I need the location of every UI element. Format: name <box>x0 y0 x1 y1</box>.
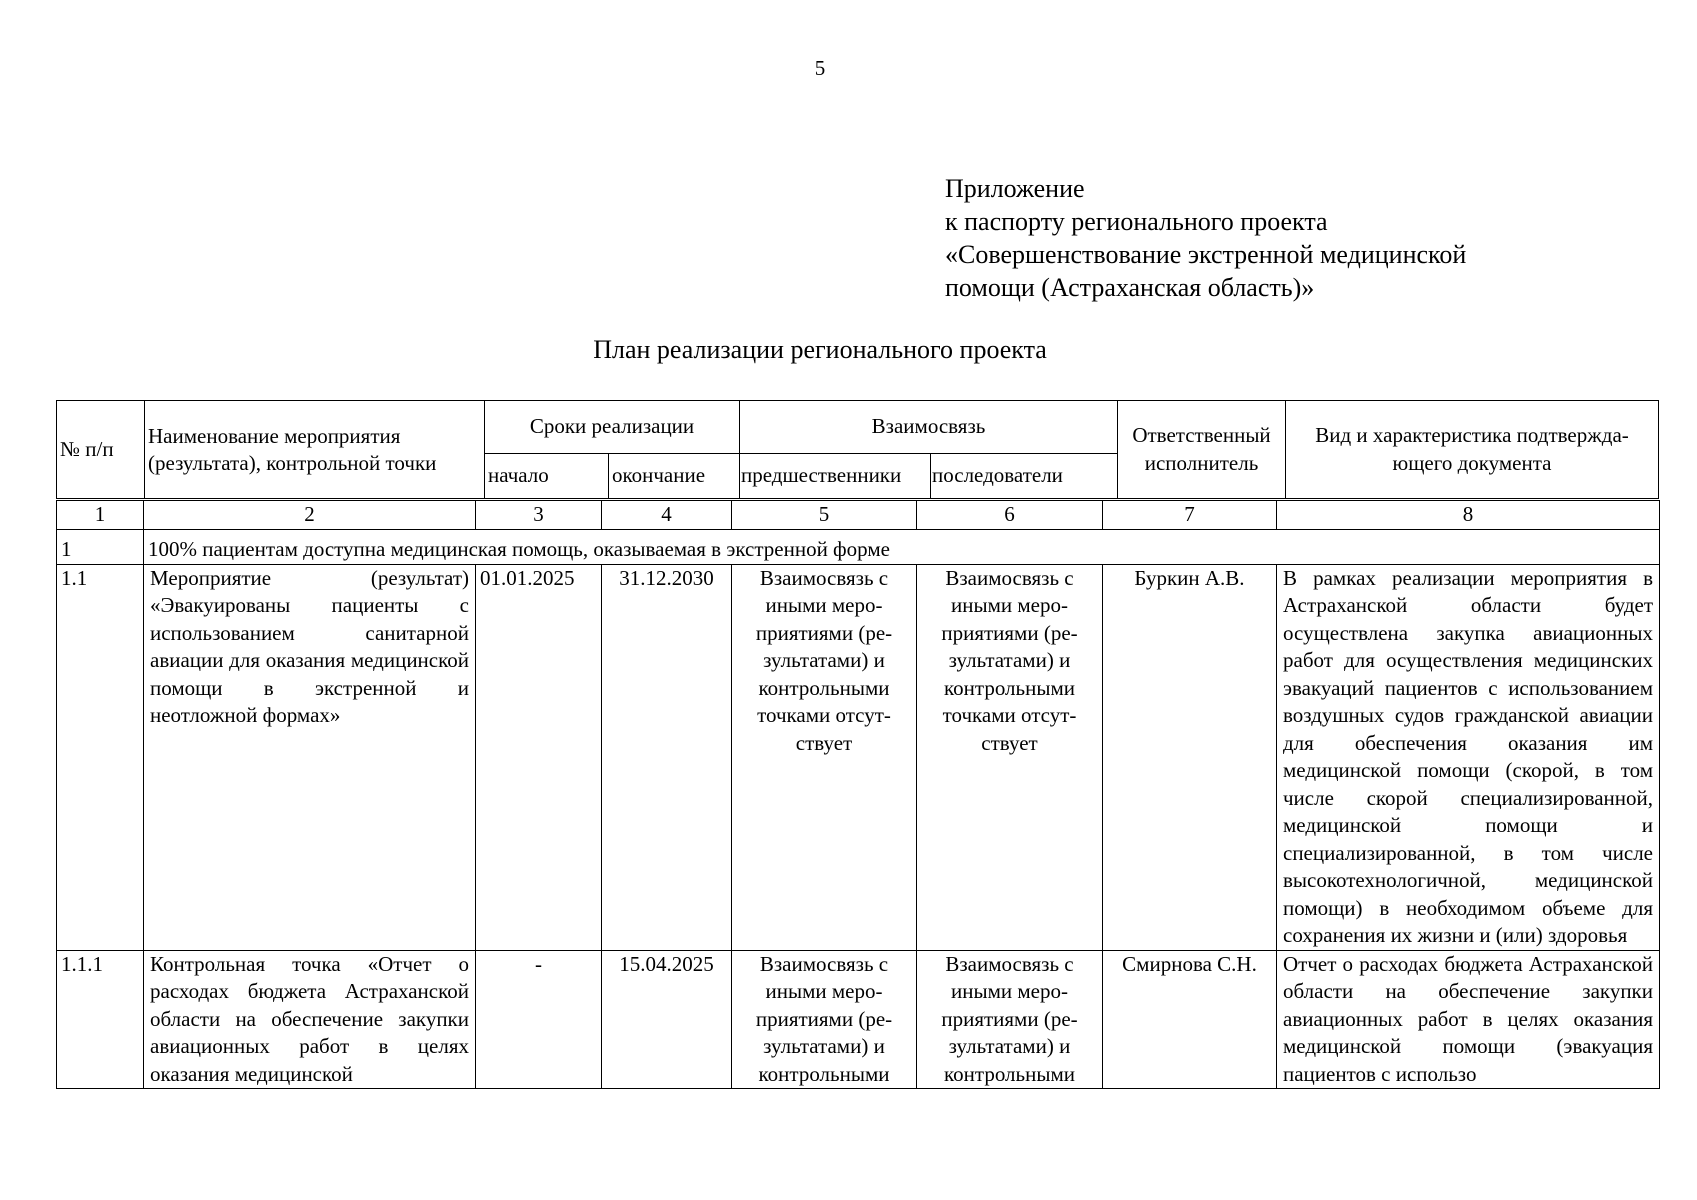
page-number: 5 <box>814 56 826 80</box>
header-document: Вид и характеристика подтверждающего документа <box>1286 401 1659 499</box>
row-predecessors-text: Взаимосвязь с иными мероприятиями (результатами) и контрольными <box>755 951 893 1086</box>
appendix-line-2: к паспорту регионального проекта <box>945 207 1328 236</box>
column-number: 2 <box>144 501 476 530</box>
row-num-text: 1.1.1 <box>61 951 103 976</box>
header-relation: Взаимосвязь <box>740 401 1118 454</box>
column-numbers-row <box>57 501 1660 530</box>
header-num: № п/п <box>57 401 145 499</box>
column-number: 6 <box>917 501 1103 530</box>
header-terms: Сроки реализации <box>485 401 740 454</box>
row-num: 1.1 <box>57 564 144 950</box>
row-start-text: - <box>535 951 542 976</box>
table-row <box>57 950 1660 1088</box>
row-start: 01.01.2025 <box>476 564 602 950</box>
row-start <box>476 950 602 1088</box>
column-number: 3 <box>476 501 602 530</box>
row-responsible: Буркин А.В. <box>1103 564 1277 950</box>
header-predecessors: предшественники <box>740 454 931 499</box>
header-responsible: Ответственный исполнитель <box>1118 401 1286 499</box>
document-title: План реализации регионального проекта <box>593 335 1047 364</box>
plan-table-body <box>56 500 1660 1089</box>
row-document <box>1277 950 1660 1088</box>
column-number: 4 <box>602 501 732 530</box>
section-row <box>57 529 1660 564</box>
row-document-text: Отчет о расходах бюджета Астраханской области на обеспечение закупки авиационных работ в целях оказания медицинской помощи (эвакуация пациентов с использо <box>1283 951 1653 1086</box>
row-name-text: Контрольная точка «Отчет о расходах бюджета Астраханской области на обеспечение закупки авиационных работ в целях оказания медицинской <box>150 951 469 1086</box>
row-followers: Взаимосвязь с иными мероприятиями (результатами) и контрольными точками отсутствует <box>917 564 1103 950</box>
row-responsible-text: Смирнова С.Н. <box>1122 951 1257 976</box>
column-number: 8 <box>1277 501 1660 530</box>
appendix-note <box>945 172 1466 304</box>
table-row <box>57 564 1660 950</box>
row-followers <box>917 950 1103 1088</box>
row-name <box>144 950 476 1088</box>
row-followers-text: Взаимосвязь с иными мероприятиями (результатами) и контрольными <box>941 951 1078 1086</box>
row-predecessors: Взаимосвязь с иными мероприятиями (результатами) и контрольными точками отсутствует <box>732 564 917 950</box>
column-number: 5 <box>732 501 917 530</box>
row-end-text: 15.04.2025 <box>619 951 714 976</box>
header-name: Наименование мероприятия (результата), контрольной точки <box>145 401 485 499</box>
appendix-line-4: помощи (Астраханская область)» <box>945 273 1315 302</box>
appendix-line-3: «Совершенствование экстренной медицинской <box>945 240 1467 269</box>
row-num <box>57 950 144 1088</box>
section-text: 100% пациентам доступна медицинская помощь, оказываемая в экстренной форме <box>144 529 1660 564</box>
column-number: 7 <box>1103 501 1277 530</box>
appendix-line-1: Приложение <box>945 174 1085 203</box>
plan-table-header <box>56 400 1659 499</box>
header-followers: последователи <box>931 454 1118 499</box>
row-name: Мероприятие (результат) «Эвакуированы пациенты с использованием санитарной авиации для оказания медицинской помощи в экстренной и неотложной формах» <box>144 564 476 950</box>
section-num: 1 <box>57 529 144 564</box>
row-responsible <box>1103 950 1277 1088</box>
column-number: 1 <box>57 501 144 530</box>
row-end <box>602 950 732 1088</box>
row-end: 31.12.2030 <box>602 564 732 950</box>
header-start: начало <box>485 454 609 499</box>
header-end: окончание <box>609 454 740 499</box>
row-document: В рамках реализации мероприятия в Астраханской области будет осуществлена закупка авиационных работ для осуществления медицинских эвакуаций пациентов с использованием воздушных судов гражданской авиации для обеспечения оказания им медицинской помощи (скорой, в том числе скорой специализированной, медицинской помощи и специализированной, в том числе высокотехнологичной, медицинской помощи) в необходимом объеме для сохранения их жизни и (или) здоровья <box>1277 564 1660 950</box>
row-predecessors <box>732 950 917 1088</box>
